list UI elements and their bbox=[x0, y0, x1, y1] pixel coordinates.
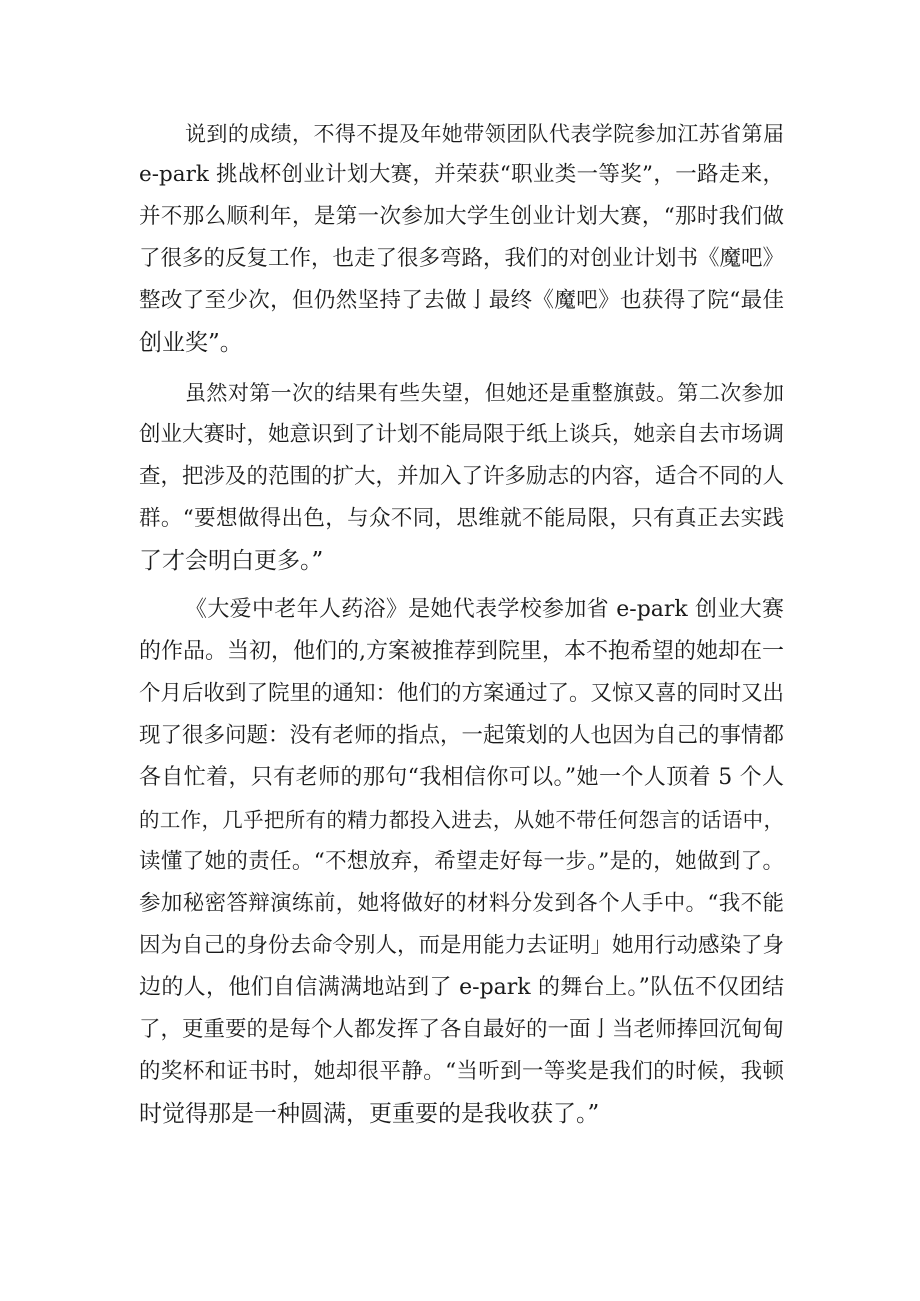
paragraph-3-line-4: 现了很多问题：没有老师的指点，一起策划的人也因为自己的事情都 bbox=[139, 723, 785, 748]
paragraph-1-line-1: 说到的成绩，不得不提及年她带领团队代表学院参加江苏省第届 bbox=[185, 122, 784, 146]
paragraph-1-line-3: 并不那么顺利年，是第一次参加大学生创业计划大赛，“那时我们做 bbox=[139, 204, 784, 229]
paragraph-1-line-5: 整改了至少次，但仍然坚持了去做亅最终《魔吧》也获得了院“最佳 bbox=[139, 288, 784, 313]
paragraph-3-line-9: 因为自己的身份去命令别人，而是用能力去证明」她用行动感染了身 bbox=[139, 933, 785, 958]
paragraph-2-line-3: 查，把涉及的范围的扩大，并加入了许多励志的内容，适合不同的人 bbox=[139, 464, 785, 489]
paragraph-1-line-4: 了很多的反复工作，也走了很多弯路，我们的对创业计划书《魔吧》 bbox=[139, 246, 785, 271]
paragraph-3-line-2: 的作品。当初，他们的,方案被推荐到院里，本不抱希望的她却在一 bbox=[139, 639, 784, 664]
paragraph-3-line-7: 读懂了她的责任。“不想放弃，希望走好每一步。”是的，她做到了。 bbox=[139, 849, 784, 874]
paragraph-3-line-13: 时觉得那是一种圆满，更重要的是我收获了。” bbox=[139, 1101, 600, 1127]
paragraph-3-line-8: 参加秘密答辩演练前，她将做好的材料分发到各个人手中。“我不能 bbox=[139, 891, 784, 916]
paragraph-3-line-6: 的工作，几乎把所有的精力都投入进去，从她不带任何怨言的话语中， bbox=[139, 808, 784, 832]
paragraph-3-line-5: 各自忙着，只有老师的那句“我相信你可以。”她一个人顶着 5 个人 bbox=[139, 765, 784, 790]
paragraph-2-line-4: 群。“要想做得出色，与众不同，思维就不能局限，只有真正去实践 bbox=[139, 506, 784, 531]
paragraph-1-line-2: e-park 挑战杯创业计划大赛，并荣获“职业类一等奖”，一路走来， bbox=[139, 162, 784, 187]
paragraph-2-line-1: 虽然对第一次的结果有些失望，但她还是重整旗鼓。第二次参加 bbox=[185, 381, 784, 405]
paragraph-2-line-2: 创业大赛时，她意识到了计划不能局限于纸上谈兵，她亲自去市场调 bbox=[139, 422, 785, 447]
paragraph-1-line-6: 创业奖”。 bbox=[139, 330, 243, 356]
paragraph-3-line-10: 边的人，他们自信满满地站到了 e-park 的舞台上。”队伍不仅团结 bbox=[139, 975, 784, 1000]
paragraph-3-line-11: 了，更重要的是每个人都发挥了各自最好的一面亅当老师捧回沉甸甸 bbox=[139, 1017, 785, 1042]
paragraph-2-line-5: 了才会明白更多。” bbox=[139, 548, 324, 574]
paragraph-3-line-12: 的奖杯和证书时，她却很平静。“当听到一等奖是我们的时候，我顿 bbox=[139, 1059, 784, 1084]
paragraph-3-line-3: 个月后收到了院里的通知：他们的方案通过了。又惊又喜的同时又出 bbox=[139, 681, 785, 706]
paragraph-3-line-1: 《大爱中老年人药浴》是她代表学校参加省 e-park 创业大赛 bbox=[185, 597, 784, 622]
